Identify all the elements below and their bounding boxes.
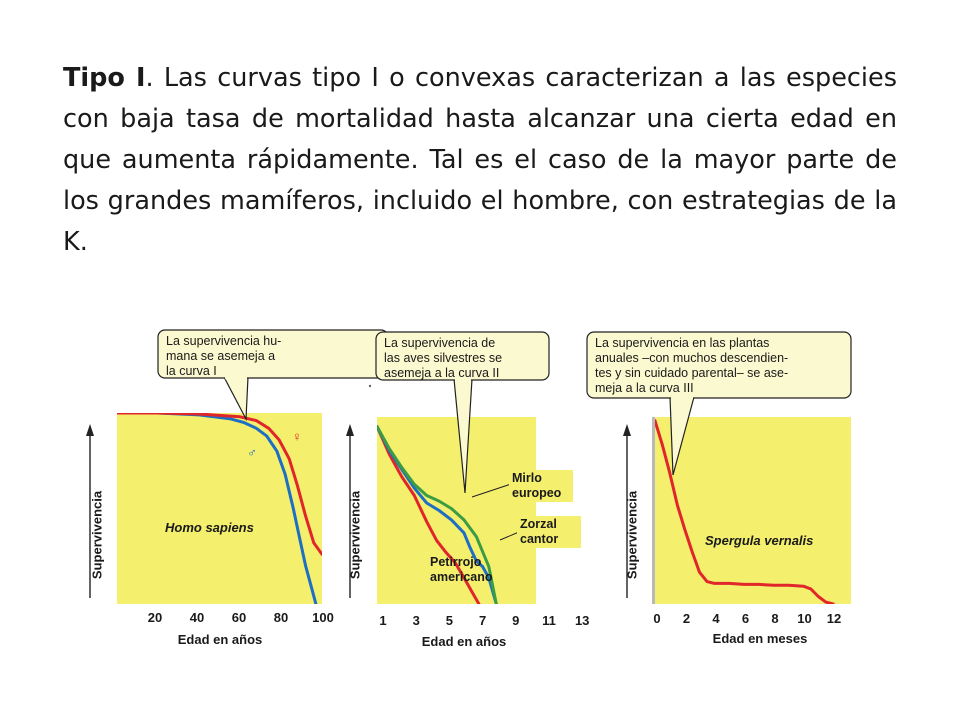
x-tick-label: 5 (445, 613, 454, 628)
x-tick-label: 11 (542, 613, 556, 628)
x-tick-label: 1 (379, 613, 387, 628)
series-label-text: Petirrojo (430, 555, 482, 569)
y-axis-arrowhead (623, 424, 631, 436)
callout-text-line: la curva I (166, 364, 217, 378)
x-tick-label: 60 (231, 610, 247, 625)
callout-text-line: anuales –con muchos descendien- (595, 351, 789, 365)
x-tick-label: 9 (512, 613, 520, 628)
stray-dot (369, 385, 371, 387)
x-axis-label: Edad en años (421, 634, 507, 649)
x-tick-label: 20 (147, 610, 163, 625)
callout-text-line: mana se asemeja a (166, 349, 276, 363)
species-annotation: Spergula vernalis (705, 533, 814, 548)
x-axis-label: Edad en años (177, 632, 263, 647)
callout-text-line: asemeja a la curva II (384, 366, 500, 380)
callout-tail (224, 377, 248, 419)
callout-text-line: La supervivencia en las plantas (595, 336, 770, 350)
series-label-text: Mirlo (512, 471, 542, 485)
panel-shadow (652, 417, 655, 604)
species-annotation: Homo sapiens (165, 520, 254, 535)
x-tick-label: 80 (273, 610, 289, 625)
series-label-text: Zorzal (520, 517, 557, 531)
chart-panel-1 (86, 330, 388, 647)
callout-text-line: La supervivencia de (384, 336, 496, 350)
x-tick-label: 12 (826, 611, 842, 626)
sex-symbol-label: ♂ (247, 445, 257, 460)
callout-text-line: las aves silvestres se (384, 351, 503, 365)
x-tick-label: 10 (797, 611, 812, 626)
x-tick-label: 7 (478, 613, 487, 628)
x-tick-label: 0 (653, 611, 661, 626)
series-label-text: cantor (520, 532, 559, 546)
x-tick-label: 3 (412, 613, 420, 628)
paragraph-lead: Tipo I (63, 63, 146, 93)
callout-text-line: La supervivencia hu- (166, 334, 282, 348)
x-tick-label: 8 (771, 611, 779, 626)
callout-text-line: tes y sin cuidado parental– se ase- (595, 366, 789, 380)
x-tick-label: 6 (741, 611, 750, 626)
chart-panel-3 (587, 332, 851, 646)
x-tick-label: 100 (312, 610, 334, 625)
y-axis-label: Supervivencia (89, 490, 105, 580)
x-axis-label: Edad en meses (712, 631, 808, 646)
plot-background (655, 417, 851, 604)
x-tick-label: 13 (574, 613, 590, 628)
sex-symbol-label: ♀ (292, 429, 302, 444)
paragraph-body: . Las curvas tipo I o convexas caracterizan a las especies con baja tasa de mortalidad hasta alcanzar una cierta edad en que aumenta rápidamente. Tal es el caso de la mayor parte de los grandes mamíferos, incluido el hombre, con estrategias de la K. (63, 63, 897, 257)
series-label-text: europeo (512, 486, 562, 500)
x-tick-label: 2 (682, 611, 691, 626)
chart-panel-2 (346, 332, 589, 649)
y-axis-arrowhead (86, 424, 94, 436)
x-tick-label: 40 (189, 610, 205, 625)
callout-text-line: meja a la curva III (595, 381, 694, 395)
series-label-text: americano (430, 570, 493, 584)
y-axis-arrowhead (346, 424, 354, 436)
x-tick-label: 4 (712, 611, 720, 626)
y-axis-label: Supervivencia (347, 490, 363, 580)
y-axis-label: Supervivencia (624, 490, 640, 580)
